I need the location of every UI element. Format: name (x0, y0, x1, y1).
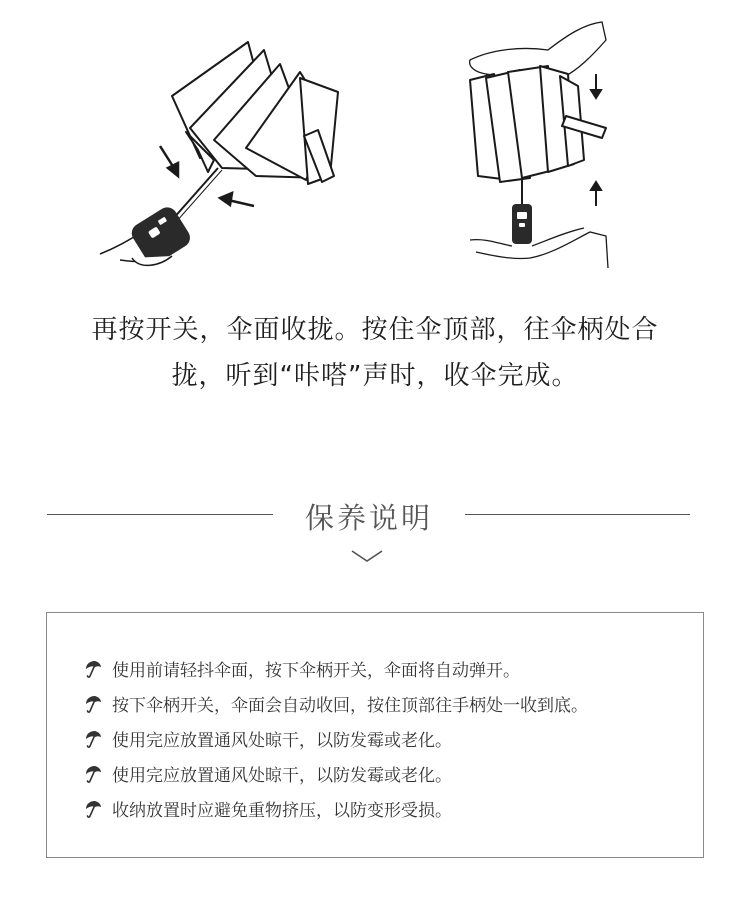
care-instructions-box (46, 612, 704, 858)
umbrella-icon (83, 729, 103, 749)
care-item-text: 使用完应放置通风处晾干，以防发霉或老化。 (112, 766, 452, 786)
care-item-text: 使用前请轻抖伞面，按下伞柄开关，伞面将自动弹开。 (112, 661, 520, 681)
umbrella-icon (83, 694, 103, 714)
left-handle-illustration (100, 168, 222, 267)
instruction-line-2: 拢，听到“咔嗒”声时，收伞完成。 (171, 361, 579, 391)
left-umbrella-illustration (172, 42, 338, 184)
care-item (83, 651, 588, 686)
care-item-text: 使用完应放置通风处晾干，以防发霉或老化。 (112, 731, 452, 751)
care-item-text: 按下伞柄开关，伞面会自动收回，按住顶部往手柄处一收到底。 (112, 696, 588, 716)
care-item-text: 收纳放置时应避免重物挤压，以防变形受损。 (112, 801, 452, 821)
care-section-header (0, 492, 750, 542)
right-hand-bottom-illustration (470, 228, 608, 268)
right-arrows (591, 74, 601, 206)
care-item (83, 686, 588, 721)
umbrella-closing-illustration (0, 0, 750, 290)
umbrella-icon (83, 764, 103, 784)
right-handle-illustration (512, 180, 532, 244)
instruction-line-1: 再按开关，伞面收拢。按住伞顶部，往伞柄处合 (91, 315, 659, 345)
chevron-down-icon (350, 548, 384, 564)
divider-left (47, 514, 273, 515)
right-umbrella-illustration (470, 66, 606, 182)
care-item (83, 756, 588, 791)
umbrella-icon (83, 799, 103, 819)
umbrella-icon (83, 659, 103, 679)
care-item (83, 721, 588, 756)
care-list (83, 651, 588, 826)
divider-right (465, 514, 690, 515)
section-title: 保养说明 (304, 501, 433, 535)
care-item (83, 791, 588, 826)
